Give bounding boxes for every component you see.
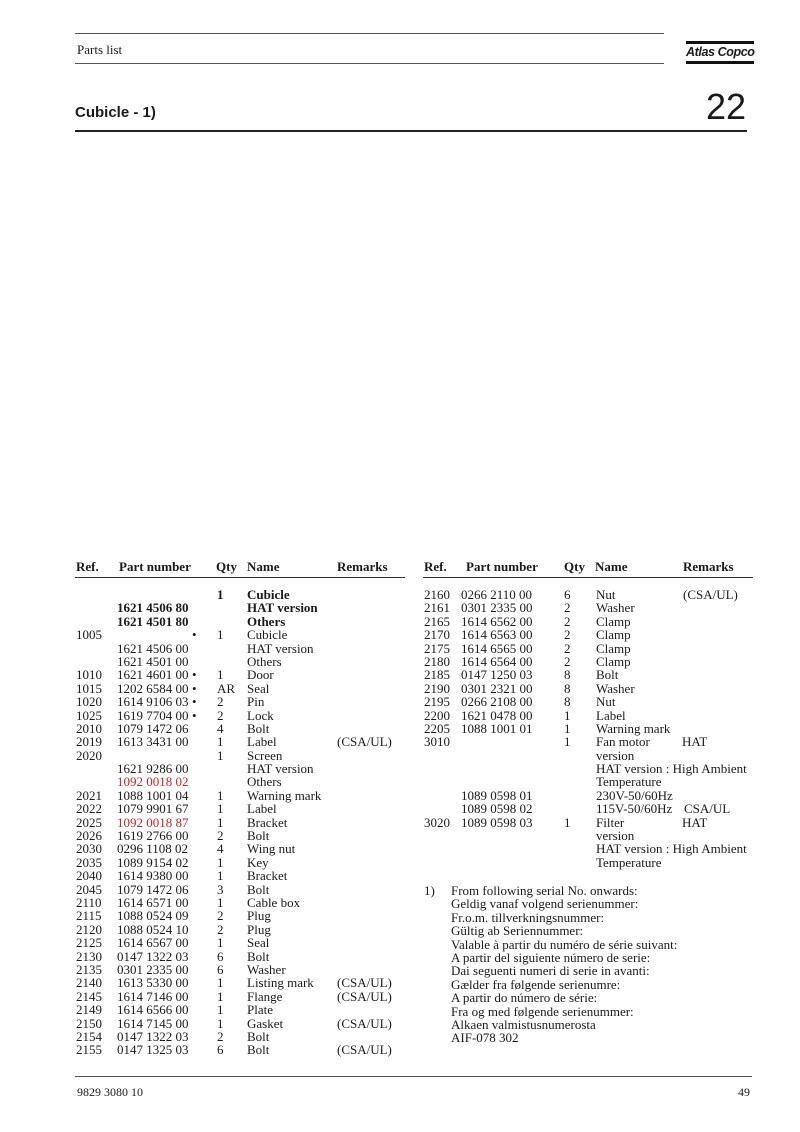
ref-cell: 2180 [424, 653, 450, 669]
table-row [423, 735, 753, 748]
qty-cell: 1 [217, 627, 224, 643]
ref-cell: 2019 [76, 734, 102, 750]
ref-cell: 2040 [76, 868, 102, 884]
qty-cell: 2 [564, 627, 571, 643]
footnote-line: A partir del siguiente número de serie: [451, 949, 651, 965]
part-number-cell: 1621 4506 00 [117, 640, 189, 656]
ref-cell: 2160 [424, 587, 450, 602]
qty-cell: 2 [564, 653, 571, 669]
qty-cell: 1 [217, 868, 224, 884]
part-number-cell: 1092 0018 02 [117, 774, 189, 790]
qty-cell: 1 [217, 854, 224, 870]
table-row [75, 990, 405, 1003]
part-number-cell: 0296 1108 02 [117, 841, 189, 857]
ref-cell: 2140 [76, 975, 102, 991]
footer-rule [75, 1076, 752, 1077]
qty-cell: 1 [564, 734, 571, 750]
part-number-cell: 0147 1325 03 [117, 1042, 189, 1058]
ref-cell: 1025 [76, 707, 102, 723]
table-row [75, 842, 405, 855]
name-cell: Bolt [596, 667, 619, 683]
qty-cell: 8 [564, 667, 571, 683]
name-cell: HAT version [247, 600, 318, 616]
qty-cell: 1 [217, 1015, 224, 1031]
name-cell: Nut [596, 587, 616, 602]
part-number-cell: 1619 2766 00 [117, 828, 189, 844]
footnote-line: Valable à partir du numéro de série suivant: [451, 936, 678, 952]
table-row [423, 842, 753, 855]
ref-cell: 2135 [76, 961, 102, 977]
table-row [423, 856, 753, 869]
qty-cell: 1 [217, 1002, 224, 1018]
qty-cell: 1 [564, 707, 571, 723]
name-cell: Door [247, 667, 274, 683]
table-row [75, 775, 405, 788]
table-row [75, 869, 405, 882]
section-number: 22 [705, 86, 746, 127]
table-row [75, 655, 405, 668]
ref-cell: 2175 [424, 640, 450, 656]
name-cell: Key [247, 854, 269, 870]
name-cell: Washer [596, 600, 635, 616]
table-row [423, 775, 753, 788]
part-number-cell: 0147 1322 03 [117, 948, 189, 964]
footnote-line: From following serial No. onwards: [451, 883, 638, 898]
qty-cell: 1 [217, 894, 224, 910]
table-row [423, 749, 753, 762]
footnote-line: A partir do número de série: [451, 990, 598, 1006]
ref-cell: 2110 [76, 894, 102, 910]
table-row [423, 709, 753, 722]
footnote-line: Alkaen valmistusnumerosta [451, 1016, 596, 1032]
ref-cell: 2025 [76, 814, 102, 830]
part-number-cell: 1079 1472 06 [117, 720, 189, 736]
ref-cell: 2155 [76, 1042, 102, 1058]
qty-cell: AR [217, 680, 236, 696]
ref-cell: 2020 [76, 747, 102, 763]
table-row [75, 1003, 405, 1016]
ref-cell: 2190 [424, 680, 450, 696]
footnote-marker: 1) [424, 883, 435, 898]
name-cell: Clamp [596, 627, 631, 643]
name-cell: Screen [247, 747, 283, 763]
table-row [75, 749, 405, 762]
ref-cell: 2130 [76, 948, 102, 964]
col-qty: Qty [564, 559, 585, 574]
table-row [423, 668, 753, 681]
name-cell: Cubicle [247, 587, 290, 602]
ref-cell: 2165 [424, 613, 450, 629]
remarks-cell: (CSA/UL) [337, 975, 392, 991]
name-cell: Clamp [596, 613, 631, 629]
part-number-cell: 0266 2110 00 [461, 587, 533, 602]
name-cell: Clamp [596, 640, 631, 656]
footnote-line: Dai seguenti numeri di serie in avanti: [451, 963, 650, 979]
name-cell: Warning mark [596, 720, 671, 736]
ref-cell: 2030 [76, 841, 102, 857]
table-row [423, 628, 753, 641]
footnote-line: Gælder fra følgende serienumre: [451, 976, 621, 992]
ref-cell: 2154 [76, 1028, 102, 1044]
qty-cell: 2 [217, 921, 224, 937]
qty-cell: 8 [564, 680, 571, 696]
title-rule [75, 130, 747, 132]
ref-cell: 2205 [424, 720, 450, 736]
table-row [423, 601, 753, 614]
table-row [75, 950, 405, 963]
table-row [75, 829, 405, 842]
qty-cell: 3 [217, 881, 224, 897]
part-number-cell: 1092 0018 87 [117, 814, 189, 830]
name-cell: Seal [247, 680, 270, 696]
name-cell: Label [596, 707, 626, 723]
parts-table-left [75, 560, 405, 1057]
part-number-cell: 1089 0598 01 [461, 787, 533, 803]
table-row [423, 655, 753, 668]
bullet-mark: • [192, 680, 197, 696]
part-number-cell: 1621 4601 00 [117, 667, 189, 683]
qty-cell: 4 [217, 720, 224, 736]
name-cell: Flange [247, 988, 283, 1004]
name-cell: Bracket [247, 814, 288, 830]
name-cell: Bolt [247, 828, 270, 844]
part-number-cell: 1614 7146 00 [117, 988, 189, 1004]
table-body-right [423, 588, 753, 869]
part-number-cell: 1088 0524 10 [117, 921, 189, 937]
name-cell: HAT version [247, 761, 314, 777]
ref-cell: 3020 [424, 814, 450, 830]
ref-cell: 2010 [76, 720, 102, 736]
name-cell: Washer [596, 680, 635, 696]
qty-cell: 1 [564, 720, 571, 736]
ref-cell: 2149 [76, 1002, 102, 1018]
ref-cell: 3010 [424, 734, 450, 750]
qty-cell: 2 [564, 600, 571, 616]
remarks-cell: HAT [682, 734, 708, 750]
part-number-cell: 0301 2335 00 [117, 961, 189, 977]
col-remarks: Remarks [683, 559, 734, 574]
part-number-cell: 1614 6565 00 [461, 640, 533, 656]
table-row [75, 976, 405, 989]
name-cell: Clamp [596, 653, 631, 669]
qty-cell: 2 [217, 1028, 224, 1044]
part-number-cell: 1614 9380 00 [117, 868, 189, 884]
part-number-cell: 0147 1250 03 [461, 667, 533, 683]
ref-cell: 2035 [76, 854, 102, 870]
table-row [423, 588, 753, 601]
part-number-cell: 1202 6584 00 [117, 680, 189, 696]
part-number-cell: 1088 0524 09 [117, 908, 189, 924]
table-row [75, 1043, 405, 1056]
part-number-cell: 1079 1472 06 [117, 881, 189, 897]
qty-cell: 1 [217, 935, 224, 951]
name-cell: Plug [247, 908, 271, 924]
name-cell: HAT version : High Ambient [596, 761, 747, 777]
table-row [75, 909, 405, 922]
part-number-cell: 1621 4501 80 [117, 613, 189, 629]
name-cell: Filter [596, 814, 625, 830]
table-row [75, 896, 405, 909]
part-number-cell: 1088 1001 01 [461, 720, 533, 736]
col-ref: Ref. [76, 559, 99, 574]
qty-cell: 6 [217, 948, 224, 964]
part-number-cell: 1614 6562 00 [461, 613, 533, 629]
table-header [75, 560, 405, 578]
name-cell: HAT version [247, 640, 314, 656]
remarks-cell: (CSA/UL) [683, 587, 738, 602]
part-number-cell: 1614 6567 00 [117, 935, 189, 951]
part-number-cell: 0301 2321 00 [461, 680, 533, 696]
name-cell: Cable box [247, 894, 301, 910]
part-number-cell: 1089 0598 03 [461, 814, 533, 830]
part-number-cell: 0266 2108 00 [461, 694, 533, 710]
table-row [75, 628, 405, 641]
qty-cell: 1 [564, 814, 571, 830]
ref-cell: 2125 [76, 935, 102, 951]
table-row [75, 601, 405, 614]
qty-cell: 6 [217, 961, 224, 977]
name-cell: Temperature [596, 854, 662, 870]
name-cell: Plug [247, 921, 271, 937]
remarks-cell: (CSA/UL) [337, 988, 392, 1004]
qty-cell: 1 [217, 988, 224, 1004]
qty-cell: 8 [564, 694, 571, 710]
name-cell: Label [247, 734, 277, 750]
qty-cell: 2 [217, 694, 224, 710]
ref-cell: 1005 [76, 627, 102, 643]
table-row [423, 816, 753, 829]
parts-table-right [423, 560, 753, 869]
remarks-cell: (CSA/UL) [337, 734, 392, 750]
table-row [75, 762, 405, 775]
qty-cell: 1 [217, 667, 224, 683]
ref-cell: 2115 [76, 908, 102, 924]
table-row [75, 722, 405, 735]
qty-cell: 2 [564, 613, 571, 629]
table-body-left [75, 588, 405, 1057]
qty-cell: 1 [217, 734, 224, 750]
table-row [423, 802, 753, 815]
name-cell: Bolt [247, 1042, 270, 1058]
name-cell: Bolt [247, 881, 270, 897]
qty-cell: 2 [217, 908, 224, 924]
qty-cell: 1 [217, 801, 224, 817]
col-qty: Qty [216, 559, 237, 574]
bullet-mark: • [192, 667, 197, 683]
ref-cell: 1015 [76, 680, 102, 696]
part-number-cell: 1613 3431 00 [117, 734, 189, 750]
part-number-cell: 1614 6564 00 [461, 653, 533, 669]
qty-cell: 2 [217, 828, 224, 844]
name-cell: Gasket [247, 1015, 284, 1031]
name-cell: Wing nut [247, 841, 296, 857]
col-part-number: Part number [466, 559, 538, 574]
name-cell: 115V-50/60Hz [596, 801, 673, 817]
table-row [75, 963, 405, 976]
col-name: Name [247, 559, 280, 574]
ref-cell: 2161 [424, 600, 450, 616]
ref-cell: 2185 [424, 667, 450, 683]
name-cell: Label [247, 801, 277, 817]
bullet-mark: • [192, 627, 197, 643]
qty-cell: 4 [217, 841, 224, 857]
qty-cell: 1 [217, 814, 224, 830]
qty-cell: 2 [564, 640, 571, 656]
ref-cell: 2200 [424, 707, 450, 723]
part-number-cell: 1614 6563 00 [461, 627, 533, 643]
footnote-line: Fra og med følgende serienummer: [451, 1003, 634, 1019]
ref-cell: 2195 [424, 694, 450, 710]
name-cell: Fan motor [596, 734, 650, 750]
footnote-line: Geldig vanaf volgend serienummer: [451, 896, 639, 912]
name-cell: Seal [247, 935, 270, 951]
part-number-cell: 1089 0598 02 [461, 801, 533, 817]
document-number: 9829 3080 10 [77, 1085, 143, 1099]
table-header [423, 560, 753, 578]
part-number-cell: 1621 0478 00 [461, 707, 533, 723]
table-row [75, 682, 405, 695]
qty-cell: 6 [217, 1042, 224, 1058]
table-row [75, 588, 405, 601]
name-cell: Nut [596, 694, 616, 710]
table-row [75, 816, 405, 829]
part-number-cell: 0301 2335 00 [461, 600, 533, 616]
bullet-mark: • [192, 707, 197, 723]
qty-cell: 1 [217, 747, 224, 763]
part-number-cell: 1089 9154 02 [117, 854, 189, 870]
remarks-cell: (CSA/UL) [337, 1042, 392, 1058]
part-number-cell: 1613 5330 00 [117, 975, 189, 991]
name-cell: Others [247, 774, 282, 790]
name-cell: Temperature [596, 774, 662, 790]
qty-cell: 1 [217, 587, 224, 602]
part-number-cell: 1621 4506 80 [117, 600, 189, 616]
name-cell: Lock [247, 707, 274, 723]
part-number-cell: 1614 6566 00 [117, 1002, 189, 1018]
col-remarks: Remarks [337, 559, 388, 574]
name-cell: Bolt [247, 948, 270, 964]
table-row [75, 735, 405, 748]
table-row [75, 668, 405, 681]
table-row [423, 789, 753, 802]
part-number-cell: 1619 7704 00 [117, 707, 189, 723]
part-number-cell: 1088 1001 04 [117, 787, 189, 803]
ref-cell: 2170 [424, 627, 450, 643]
name-cell: Listing mark [247, 975, 314, 991]
table-row [423, 722, 753, 735]
table-row [423, 615, 753, 628]
table-row [75, 709, 405, 722]
header-rule-top [75, 33, 664, 34]
table-row [75, 936, 405, 949]
ref-cell: 2045 [76, 881, 102, 897]
table-row [423, 695, 753, 708]
ref-cell: 2022 [76, 801, 102, 817]
table-row [75, 883, 405, 896]
table-row [423, 642, 753, 655]
table-row [75, 789, 405, 802]
ref-cell: 2150 [76, 1015, 102, 1031]
table-row [75, 615, 405, 628]
name-cell: Plate [247, 1002, 273, 1018]
table-row [75, 856, 405, 869]
name-cell: Others [247, 653, 282, 669]
remarks-cell: HAT [682, 814, 708, 830]
name-cell: Bracket [247, 868, 288, 884]
header-rule-bottom [75, 63, 664, 64]
name-cell: version [596, 747, 635, 763]
name-cell: Washer [247, 961, 286, 977]
remarks-cell: CSA/UL [684, 801, 731, 817]
ref-cell: 1010 [76, 667, 102, 683]
table-row [423, 682, 753, 695]
ref-cell: 2145 [76, 988, 102, 1004]
table-row [75, 923, 405, 936]
name-cell: Warning mark [247, 787, 322, 803]
logo-text: Atlas Copco [686, 45, 755, 59]
part-number-cell: 1614 6571 00 [117, 894, 189, 910]
part-number-cell: 0147 1322 03 [117, 1028, 189, 1044]
atlas-copco-logo [686, 38, 754, 68]
qty-cell: 2 [217, 707, 224, 723]
page-title: Cubicle - 1) [75, 104, 156, 121]
part-number-cell: 1621 4501 00 [117, 653, 189, 669]
table-row [423, 829, 753, 842]
footnote-line: AIF-078 302 [451, 1030, 519, 1046]
part-number-cell: 1079 9901 67 [117, 801, 189, 817]
qty-cell: 6 [564, 587, 571, 602]
qty-cell: 1 [217, 787, 224, 803]
name-cell: version [596, 828, 635, 844]
name-cell: Others [247, 613, 286, 629]
table-row [75, 642, 405, 655]
name-cell: Bolt [247, 1028, 270, 1044]
part-number-cell: 1621 9286 00 [117, 761, 189, 777]
part-number-cell: 1614 7145 00 [117, 1015, 189, 1031]
remarks-cell: (CSA/UL) [337, 1015, 392, 1031]
footnote-line: Gültig ab Seriennummer: [451, 923, 584, 939]
name-cell: Bolt [247, 720, 270, 736]
col-name: Name [595, 559, 628, 574]
col-part-number: Part number [119, 559, 191, 574]
ref-cell: 1020 [76, 694, 102, 710]
ref-cell: 2021 [76, 787, 102, 803]
part-number-cell: 1614 9106 03 [117, 694, 189, 710]
name-cell: Cubicle [247, 627, 288, 643]
name-cell: HAT version : High Ambient [596, 841, 747, 857]
table-row [75, 1017, 405, 1030]
col-ref: Ref. [424, 559, 447, 574]
table-row [75, 1030, 405, 1043]
name-cell: 230V-50/60Hz [596, 787, 673, 803]
name-cell: Pin [247, 694, 265, 710]
ref-cell: 2120 [76, 921, 102, 937]
bullet-mark: • [192, 694, 197, 710]
table-row [75, 695, 405, 708]
qty-cell: 1 [217, 975, 224, 991]
table-row [75, 802, 405, 815]
header-label: Parts list [77, 42, 123, 57]
ref-cell: 2026 [76, 828, 102, 844]
table-row [423, 762, 753, 775]
footnote-lines [451, 884, 677, 1045]
footnote-line: Fr.o.m. tillverkningsnummer: [451, 909, 605, 925]
page-number: 49 [738, 1085, 750, 1099]
